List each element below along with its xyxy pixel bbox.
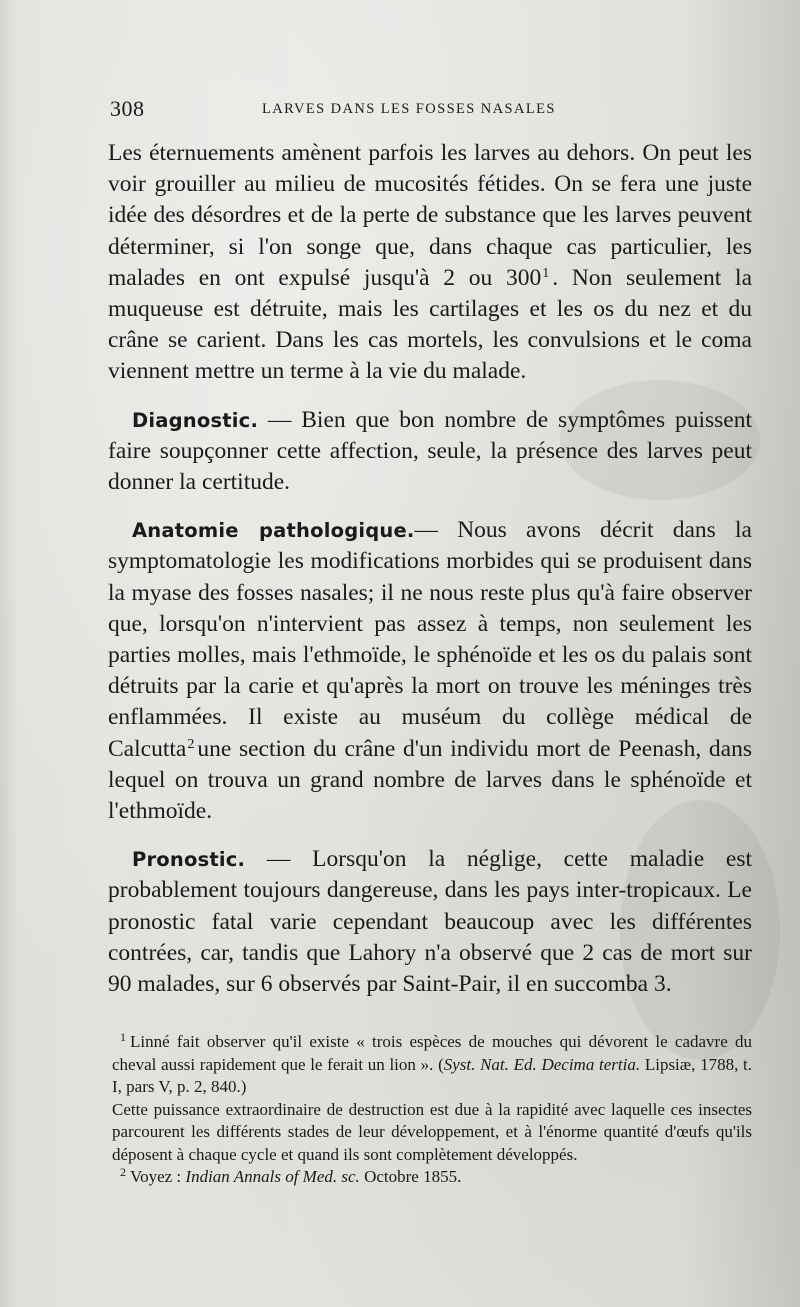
footnote-marker: 1 <box>542 265 550 281</box>
footnote-1 <box>112 1031 752 1099</box>
paragraph-text: — Bien que bon nombre de symptômes puissent faire soupçonner cette affection, seule, la présence des larves peut donner la certitude. <box>108 406 752 496</box>
footnote-text: Octobre 1855. <box>359 1167 462 1186</box>
footnote-number: 1 <box>120 1030 126 1044</box>
citation-title: Syst. Nat. Ed. Decima tertia. <box>443 1054 641 1074</box>
citation-title: Indian Annals of Med. sc. <box>185 1167 360 1186</box>
paragraph-text: — Lorsqu'on la néglige, cette maladie est probablement toujours dangereuse, dans les pays inter-tropicaux. Le pronostic fatal varie cependant beaucoup avec les différentes contrées, car, tandis que Lahory n'a observé que 2 cas de mort sur 90 malades, sur 6 observés par Saint-Pair, il en succomba 3. <box>108 846 752 998</box>
paragraph-eternuements <box>108 138 752 388</box>
footnote-number: 2 <box>120 1165 126 1179</box>
main-text <box>108 138 752 1017</box>
footnote-text: Linné fait observer qu'il existe « trois espèces de mouches qui dévorent le cadavre du cheval aussi rapidement que le ferait un lion ». ( <box>112 1032 752 1074</box>
paragraph-pronostic <box>108 844 752 1000</box>
paragraph-text: Les éternuements amènent parfois les larves au dehors. On peut les voir grouiller au milieu de mucosités fétides. On se fera une juste idée des désordres et de la perte de substance que les larves peuvent déterminer, si l'on songe que, dans chaque cas particulier, les malades en ont expulsé jusqu'à 2 ou 300 <box>108 140 752 291</box>
footnotes <box>112 1031 752 1189</box>
footnote-text: Voyez : <box>130 1167 186 1186</box>
running-title: LARVES DANS LES FOSSES NASALES <box>262 101 556 117</box>
page-number: 308 <box>110 96 145 121</box>
section-title-anatomie: Anatomie pathologique. <box>132 519 415 543</box>
footnote-text: Cette puissance extraordinaire de destruction est due à la rapidité avec laquelle ces insectes parcourent les différents stades de leur développement, et à l'énorme quantité d'œufs qu'ils déposent à chaque cycle et quand ils sont complètement développés. <box>112 1099 752 1164</box>
paragraph-text: — Nous avons décrit dans la symptomatologie les modifications morbides qui se produisent dans la myase des fosses nasales; il ne nous reste plus qu'à faire observer que, lorsqu'on n'intervient pas assez à temps, non seulement les parties molles, mais l'ethmoïde, le sphénoïde et les os du palais sont détruits par la carie et qu'après la mort on trouve les méninges très enflammées. Il existe au muséum du collège médical de Calcutta <box>108 517 752 762</box>
paragraph-diagnostic <box>108 405 752 499</box>
paragraph-text: une section du crâne d'un individu mort de Peenash, dans lequel on trouva un grand nombre de larves dans le sphénoïde et l'ethmoïde. <box>108 735 752 825</box>
section-title-pronostic: Pronostic. <box>132 848 246 872</box>
paragraph-anatomie <box>108 515 752 827</box>
footnote-text: Lipsiæ, 1788, t. I, pars V, p. 2, 840.) <box>112 1054 753 1096</box>
section-title-diagnostic: Diagnostic. <box>132 408 259 432</box>
footnote-marker: 2 <box>187 736 195 752</box>
paragraph-text: . Non seulement la muqueuse est détruite, mais les cartilages et les os du nez et du crâne se carient. Dans les cas mortels, les convulsions et le coma viennent mettre un terme à la vie du malade. <box>108 264 752 385</box>
footnote-2 <box>112 1166 752 1189</box>
footnote-1-continuation <box>112 1099 752 1167</box>
page-header <box>110 96 750 126</box>
